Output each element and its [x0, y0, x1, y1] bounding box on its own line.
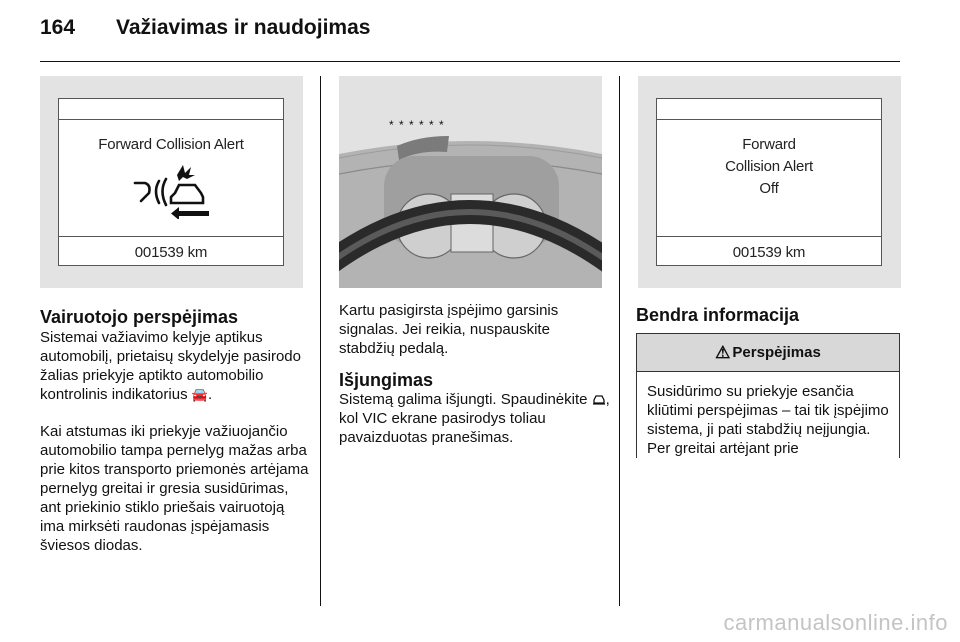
warning-triangle-icon: ⚠	[715, 342, 731, 362]
paragraph-deactivation: Sistemą galima išjungti. Spaudinėkite , kol VIC ekrane pasirodys toliau pavaizduotas pranešimas.	[339, 391, 610, 446]
figure-collision-alert-off-display	[638, 76, 901, 288]
display-title: Forward Collision Alert	[98, 136, 244, 153]
warning-header	[637, 334, 899, 372]
section-heading-general-info: Bendra informacija	[636, 305, 800, 325]
display-line-2: Collision Alert	[725, 158, 813, 175]
header-rule	[40, 61, 900, 62]
instrument-display	[656, 98, 882, 266]
page-title: Važiavimas ir naudojimas	[116, 16, 371, 39]
display-line-1: Forward	[742, 136, 796, 153]
paragraph-acoustic-signal: Kartu pasigirsta įspėjimo garsinis signalas. Jei reikia, nuspauskite stabdžių pedalą.	[339, 302, 559, 357]
odometer-reading: 001539 km	[732, 244, 806, 261]
figure-windshield-led	[339, 76, 602, 288]
figure-collision-alert-display	[40, 76, 303, 288]
warning-text: Susidūrimo su priekyje esančia kliūtimi perspėjimas – tai tik įspėjimo sistema, ji pati stabdžių neįjungia. Per greitai artėjant prie	[647, 383, 889, 457]
warning-box	[636, 333, 900, 458]
section-heading-driver-warning: Vairuotojo perspėjimas	[40, 307, 239, 327]
forward-collision-car-icon	[131, 163, 217, 219]
paragraph-warning-led: Kai atstumas iki priekyje važiuojančio automobilio tampa pernelyg mažas arba prie kitos transporto priemonės artėjama pernelyg greitai ir gresia susidūrimas, ant priekinio stiklo priešais vairuotoją ima mirksėti raudonas įspėjamasis šviesos diodas.	[40, 423, 309, 554]
odometer-reading: 001539 km	[134, 244, 208, 261]
collision-alert-button-icon	[592, 394, 606, 405]
warning-title: Perspėjimas	[732, 344, 821, 361]
column-divider-1	[320, 76, 321, 606]
page-number: 164	[40, 16, 76, 39]
windshield-led-marks: * * * * * *	[389, 118, 445, 132]
watermark: carmanualsonline.info	[723, 610, 948, 635]
column-divider-2	[619, 76, 620, 606]
display-line-3: Off	[759, 180, 779, 197]
instrument-display	[58, 98, 284, 266]
page-header	[40, 16, 370, 46]
dashboard-steering-wheel-illustration	[339, 76, 602, 288]
car-ahead-indicator-icon: 🚘	[191, 387, 208, 402]
paragraph-indicator: Sistemai važiavimo kelyje aptikus automobilį, prietaisų skydelyje pasirodo žalias priekyje aptikto automobilio kontrolinis indikatorius 🚘.	[40, 329, 301, 403]
section-heading-deactivation: Išjungimas	[339, 370, 434, 390]
